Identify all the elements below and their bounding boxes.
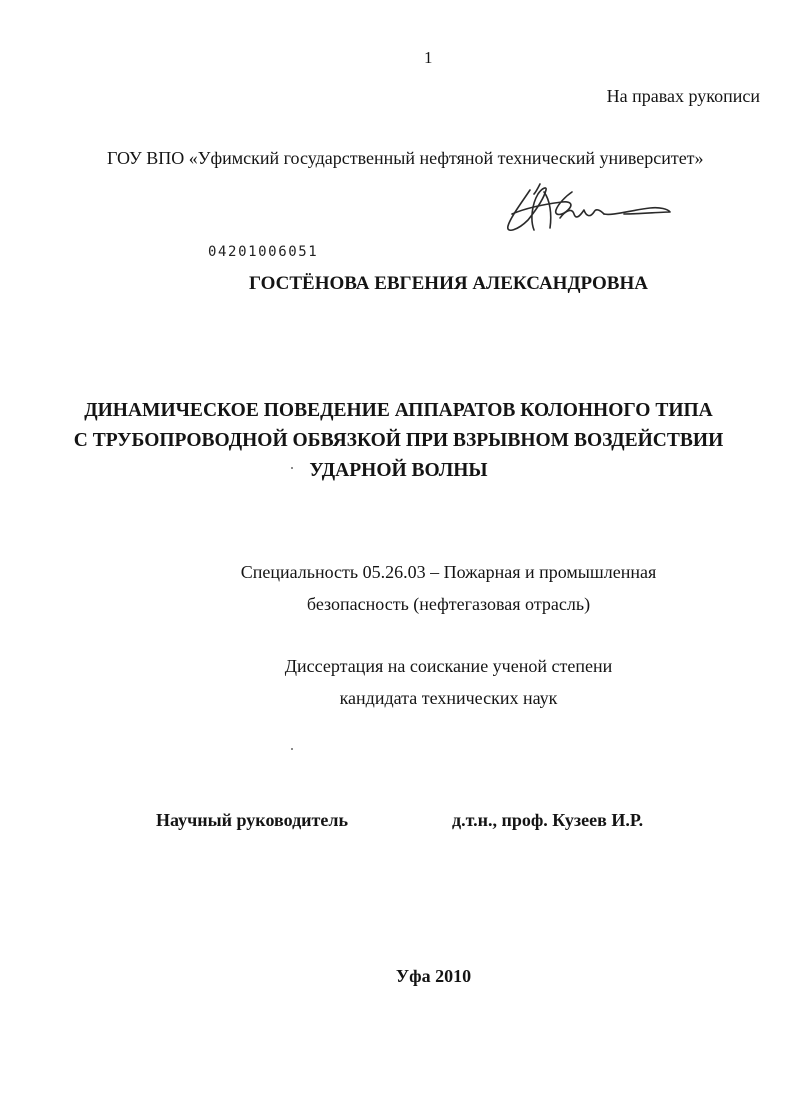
specialty [50,556,797,620]
degree-line: кандидата технических наук [339,688,558,708]
city-year: Уфа 2010 [395,966,472,986]
title-line: С ТРУБОПРОВОДНОЙ ОБВЯЗКОЙ ПРИ ВЗРЫВНОМ ВОЗДЕЙСТВИИ [73,430,724,451]
supervisor-name: д.т.н., проф. Кузеев И.Р. [452,810,644,830]
manuscript-note: На правах рукописи [606,86,760,106]
supervisor-label: Научный руководитель [156,810,348,830]
scan-speck [291,467,293,469]
registration-number: 04201006051 [208,244,319,260]
degree-line: Диссертация на соискание ученой степени [284,656,613,676]
specialty-line: Специальность 05.26.03 – Пожарная и промышленная [240,562,657,582]
page-number: 1 [424,48,433,67]
scan-speck [291,748,293,750]
handwritten-signature-icon [500,180,675,242]
author-name: ГОСТЁНОВА ЕВГЕНИЯ АЛЕКСАНДРОВНА [249,273,648,294]
degree [50,650,797,714]
title-line: УДАРНОЙ ВОЛНЫ [309,460,488,481]
specialty-line: безопасность (нефтегазовая отрасль) [306,594,591,614]
title-line: ДИНАМИЧЕСКОЕ ПОВЕДЕНИЕ АППАРАТОВ КОЛОННОГО ТИПА [84,400,713,421]
dissertation-title [0,396,797,486]
institution-name: ГОУ ВПО «Уфимский государственный нефтяной технический университет» [107,148,704,168]
